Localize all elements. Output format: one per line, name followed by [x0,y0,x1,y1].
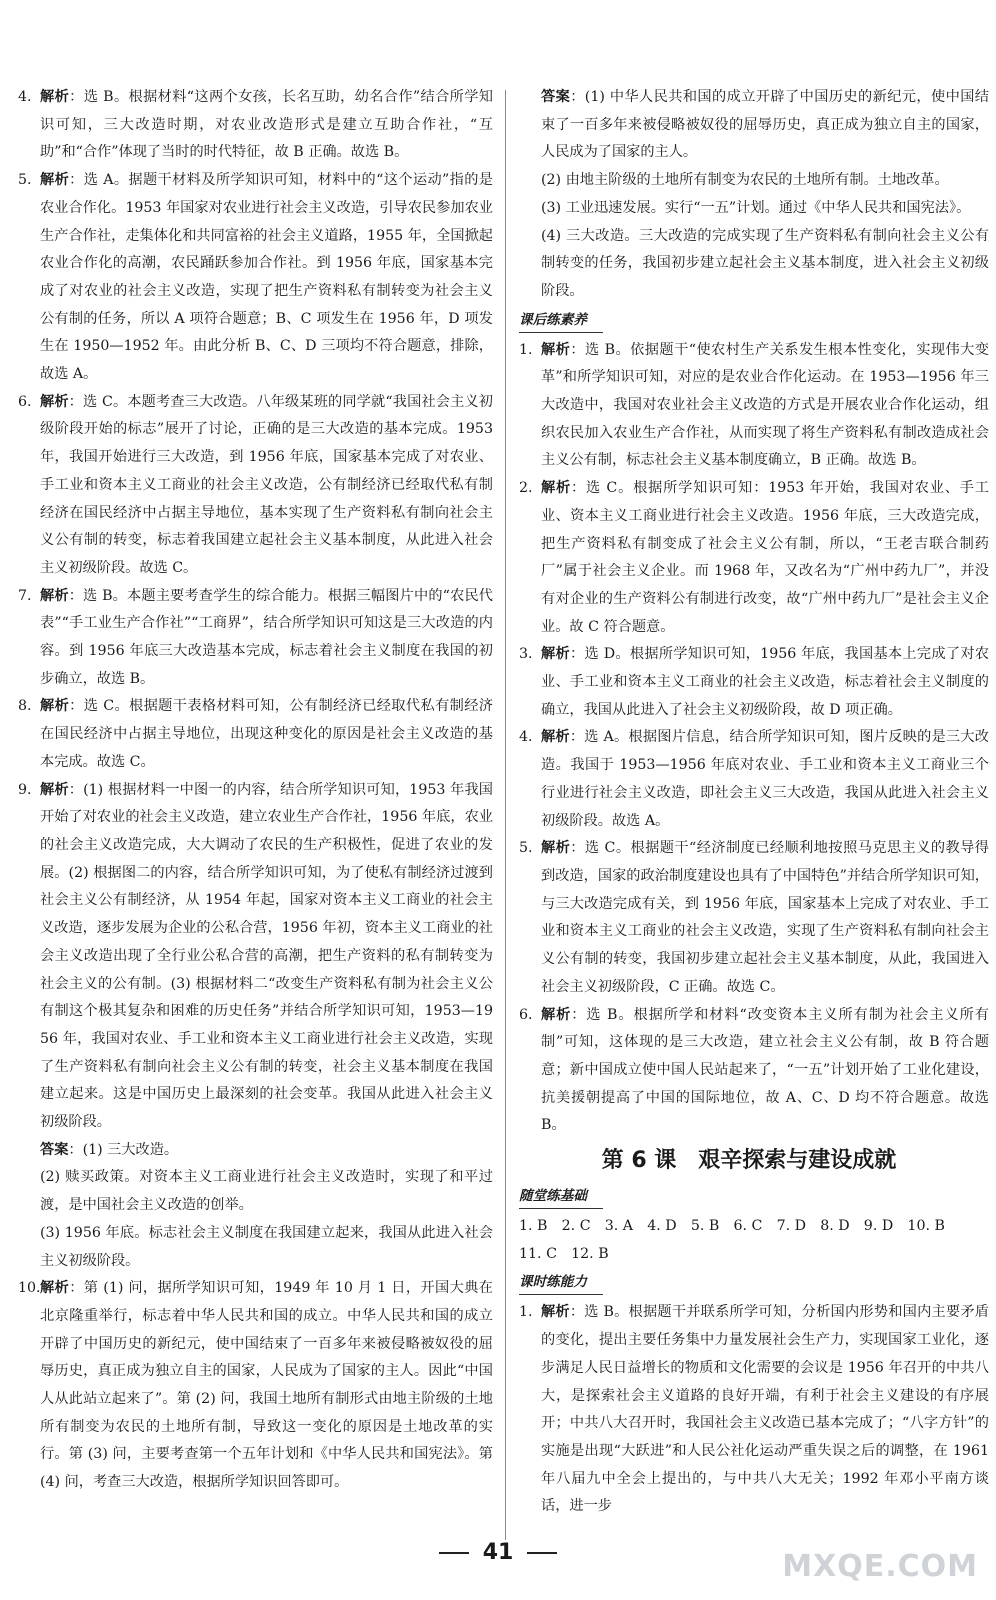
answer-item-4: 4. 解析：选 B。根据材料“这两个女孩，长名互助，幼名合作”结合所学知识可知，三大改造时期，对农业改造形式是建立互助合作社，“互助”和“合作”体现了当时的时代特征，故 B 正确。故选 B。 [18,89,493,161]
page-number: 41 [482,1540,514,1565]
section-heading-after-class: 课后练素养 [519,308,603,333]
after-class-item-4: 4. 解析：选 A。根据图片信息，结合所学知识可知，图片反映的是三大改造。我国于 1953—1956 年底对农业、手工业和资本主义工商业三个行业进行社会主义改造，即社会主义三大改造，我国从此进入社会主义初级阶段。故选 A。 [519,729,989,829]
answer-item-5: 5. 解析：选 A。据题干材料及所学知识可知，材料中的“这个运动”指的是农业合作化。1953 年国家对农业进行社会主义改造，引导农民参加农业生产合作社，走集体化和共同富裕的社会主义道路，1955 年，全国掀起农业合作化的高潮，农民踊跃参加合作社。到 1956 年底，国家基本完成了对农业的社会主义改造，实现了把生产资料私有制转变为社会主义公有制的任务，所以 A 项符合题意；B、C 项发生在 1956 年，D 项发生在 1950—1952 年。由此分析 B、C、D 三项均不符合题意，排除，故选 A。 [18,172,493,383]
answer-item-10-answer-3: (3) 工业迅速发展。实行“一五”计划。通过《中华人民共和国宪法》。 [541,199,971,216]
answer-item-9-answer-1: 答案：(1) 三大改造。 [40,1141,179,1158]
answer-item-10-answer-1: 答案：(1) 中华人民共和国的成立开辟了中国历史的新纪元，使中国结束了一百多年来被侵略被奴役的屈辱历史，真正成为独立自主的国家，人民成为了国家的主人。 [541,89,989,161]
footer-dash-left [439,1552,469,1554]
after-class-item-2: 2. 解析：选 C。根据所学知识可知：1953 年开始，我国对农业、手工业、资本主义工商业进行社会主义改造。1956 年底，三大改造完成，把生产资料私有制变成了社会主义公有制，所以，“王老吉联合制药厂”属于社会主义企业。而 1968 年，又改名为“广州中药九厂”，并没有对企业的生产资料公有制进行改变，故“广州中药九厂”是社会主义企业。故 C 符合题意。 [519,480,989,635]
answer-item-9-answer-3: (3) 1956 年底。标志社会主义制度在我国建立起来，我国从此进入社会主义初级阶段。 [40,1224,493,1269]
answer-item-6: 6. 解析：选 C。本题考查三大改造。八年级某班的同学就“我国社会主义初级阶段开始的标志”展开了讨论，正确的是三大改造的基本完成。1953 年，我国开始进行三大改造，到 1956 年底，国家基本完成了对农业、手工业和资本主义工商业的社会主义改造，公有制经济已经取代私有制经济在国民经济中占据主导地位，基本实现了生产资料私有制向社会主义公有制的转变，标志着我国建立起社会主义基本制度，从此进入社会主义初级阶段。故选 C。 [18,393,493,576]
after-class-item-6: 6. 解析：选 B。根据所学和材料“改变资本主义所有制为社会主义所有制”可知，这体现的是三大改造，建立社会主义公有制，故 B 符合题意；新中国成立使中国人民站起来了，“一五”计划开始了工业化建设，抗美援朝提高了中国的国际地位，故 A、C、D 均不符合题意。故选 B。 [519,1006,989,1134]
left-column [18,84,493,1497]
answer-item-7: 7. 解析：选 B。本题主要考查学生的综合能力。根据三幅图片中的“农民代表”“手工业生产合作社”“工商界”，结合所学知识可知这是三大改造的内容。到 1956 年底三大改造基本完成，标志着社会主义制度在我国的初步确立，故选 B。 [18,587,493,687]
answer-item-10-answer-4: (4) 三大改造。三大改造的完成实现了生产资料私有制向社会主义公有制转变的任务，我国初步建立起社会主义基本制度，进入社会主义初级阶段。 [541,227,989,299]
answer-item-9-answer-2: (2) 赎买政策。对资本主义工商业进行社会主义改造时，实现了和平过渡，是中国社会主义改造的创举。 [40,1169,493,1214]
answer-item-10: 10. 解析：第 (1) 问，据所学知识可知，1949 年 10 月 1 日，开国大典在北京隆重举行，标志着中华人民共和国的成立。中华人民共和国的成立开辟了中国历史的新纪元，使中国结束了一百多年来被侵略被奴役的屈辱历史，真正成为独立自主的国家，人民成为了国家的主人。因此“中国人从此站立起来了”。第 (2) 问，我国土地所有制形式由地主阶级的土地所有制变为农民的土地所有制，导致这一变化的原因是土地改革的实行。第 (3) 问，主要考查第一个五年计划和《中华人民共和国宪法》。第 (4) 问，考查三大改造，根据所学知识回答即可。 [18,1280,493,1491]
ability-item-1: 1. 解析：选 B。根据题干并联系所学可知，分析国内形势和国内主要矛盾的变化，提出主要任务集中力量发展社会生产力，实现国家工业化，逐步满足人民日益增长的物质和文化需要的会议是 1956 年召开的中共八大，是探索社会主义道路的良好开端，有利于社会主义建设的有序展开；中共八大召开时，我国社会主义改造已基本完成了；“八字方针”的实施是出现“大跃进”和人民公社化运动严重失误之后的调整，在 1961 年八届九中全会上提出的，与中共八大无关；1992 年邓小平南方谈话，进一步 [519,1304,989,1515]
after-class-item-5: 5. 解析：选 C。根据题干“经济制度已经顺利地按照马克思主义的教导得到改造，国家的政治制度建设也具有了中国特色”并结合所学知识可知，与三大改造完成有关，到 1956 年底，国家基本上完成了对农业、手工业和资本主义工商业的社会主义改造，实现了生产资料私有制向社会主义公有制的转变，我国初步建立起社会主义基本制度，从此，我国进入社会主义初级阶段，C 正确。故选 C。 [519,840,989,995]
answer-item-10-answer-2: (2) 由地主阶级的土地所有制变为农民的土地所有制。土地改革。 [541,172,949,189]
answer-item-9: 9. 解析：(1) 根据材料一中图一的内容，结合所学知识可知，1953 年我国开始了对农业的社会主义改造，建立农业生产合作社，1956 年底，农业的社会主义改造完成，大大调动了农民的生产积极性，促进了农业的发展。(2) 根据图二的内容，结合所学知识可知，为了使私有制经济过渡到社会主义公有制经济，从 1954 年起，国家对资本主义工商业的社会主义改造，逐步发展为企业的公私合营，1956 年初，资本主义工商业的社会主义改造出现了全行业公私合营的高潮，把生产资料的私有制转变为社会主义的公有制。(3) 根据材料二“改变生产资料私有制为社会主义公有制这个极其复杂和困难的历史任务”并结合所学知识可知，1953—1956 年，我国对农业、手工业和资本主义工商业进行社会主义改造，实现了生产资料私有制向社会主义公有制的转变，社会主义基本制度在我国建立起来。这是中国历史上最深刻的社会变革。我国从此进入社会主义初级阶段。 [18,781,493,1131]
right-column [519,84,989,1521]
answer-item-8: 8. 解析：选 C。根据题干表格材料可知，公有制经济已经取代私有制经济在国民经济中占据主导地位，出现这种变化的原因是社会主义改造的基本完成。故选 C。 [18,698,493,770]
section-heading-basic: 随堂练基础 [519,1184,603,1209]
basic-answers-line-2: 11. C 12. B [519,1245,609,1262]
section-heading-ability: 课时练能力 [519,1270,603,1295]
footer-dash-right [527,1552,557,1554]
column-divider [505,90,506,1540]
lesson-title: 第 6 课 艰辛探索与建设成就 [601,1148,897,1174]
after-class-item-1: 1. 解析：选 B。依据题干“使农村生产关系发生根本性变化，实现伟大变革”和所学知识可知，对应的是农业合作化运动。在 1953—1956 年三大改造中，我国对农业社会主义改造的方式是开展农业合作化运动，组织农民加入农业生产合作社，从而实现了将生产资料私有制改造成社会主义公有制，标志社会主义基本制度确立，B 正确。故选 B。 [519,341,989,469]
after-class-item-3: 3. 解析：选 D。根据所学知识可知，1956 年底，我国基本上完成了对农业、手工业和资本主义工商业的社会主义改造，标志着社会主义制度的确立，我国从此进入了社会主义初级阶段，故 D 项正确。 [519,646,989,718]
basic-answers-line-1: 1. B 2. C 3. A 4. D 5. B 6. C 7. D 8. D 9. D 10. B [519,1218,945,1235]
watermark-logo: MXQE.COM [782,1549,978,1584]
